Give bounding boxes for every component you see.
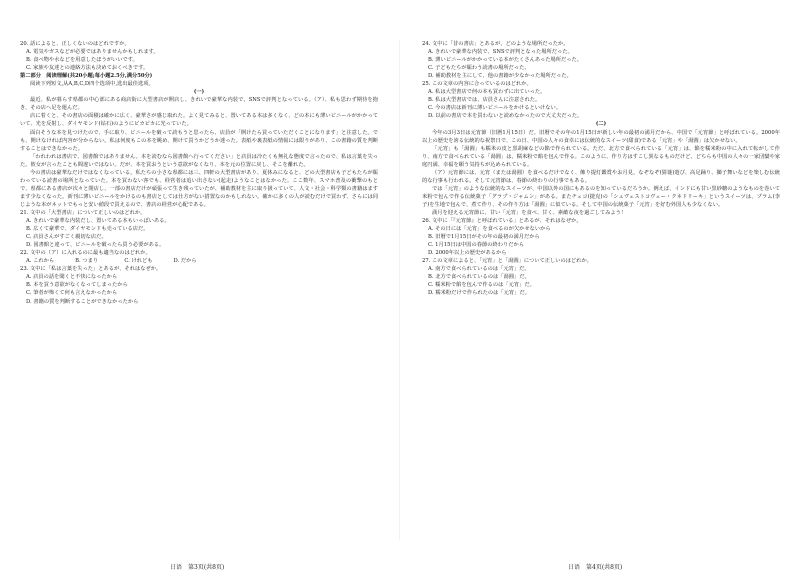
paragraph: （ア）元宵節には、元宵（または湯圓）を食べるだけでなく、飾り提灯鑑賞やお月見、なぞなぞ(猜谜)遊び、高足踊り、獅子舞いなどを楽しむ伝統的な行事も行われる。そして元宵節は、春節の終わりの行事でもある。 — [422, 169, 780, 184]
question-text: 21. 文中の「大型書店」について正しいのはどれか。 — [20, 209, 146, 216]
answer-option: B. 北方で食べられているのは「湯圓」だ。 — [428, 274, 530, 281]
answer-option: B. 薄いビニールがかかっている本がたくさんあった場所だった。 — [428, 57, 583, 64]
question-text: 22. 文中の（ア）に入れるのに最も適当なのはどれか。 — [20, 250, 151, 257]
right-page-footer: 日语 第4页(共8页) — [568, 564, 623, 571]
answer-option: A. きれいで豪華な内装だし、置いてある本もいっぱいある。 — [26, 218, 170, 225]
paragraph: 「元宵」も「湯圓」も糯米の皮と黒胡麻などの餡で作られている。ただ、北方で食べられている「元宵」は、餡を糯米粉の中に入れて転がして作り、南方で食べられている「湯圓」は、糯米粉で餡を包んで作る。このように、作り方はすこし異なるものだけど、どちらも中国の人々の一家団欒や家庭円満、幸福を願う気持ちが込められている。 — [422, 145, 780, 168]
answer-option: A. 私は大型書店で何の本も買わずに出ていった。 — [428, 89, 546, 96]
answer-option: D. 図書館と違って、ビニールを破ったら買う必要がある。 — [26, 242, 165, 249]
answer-option: C. 筆者が怖くて何も言えなかったから — [26, 290, 118, 297]
part-heading: 第二部分 阅读理解(共20小题;每小题2.5分,满分50分) — [20, 73, 153, 80]
question-text: 27. この文章によると、「元宵」と「湯圓」について正しいのはどれか。 — [422, 258, 593, 265]
answer-option: B. 広くて豪華で、ダイヤモンドも売っている店だ。 — [26, 226, 149, 233]
left-page — [20, 40, 378, 550]
question-text: 26. 文中に「『元宵節』と呼ばれている」とあるが、それはなぜか。 — [422, 218, 582, 225]
answer-option: C. 家族や友達との連絡方法も決めておくべきです。 — [26, 65, 149, 72]
answer-option: B. 旧暦で1月15日がその年の最初の満月だから — [428, 234, 540, 241]
answer-option: B. 私は大型書店では、店員さんに注意された。 — [428, 97, 541, 104]
paragraph: 面白そうな本を見つけたので、手に取り、ビニールを破って読もうと思ったら、店員が「開けたら買っていただくことになります」と注意した。でも、開けなければ内容が分からない。私は何度もこの本を眺め、開けて買うかどうか迷った。表紙や裏表紙の情報には限りがあり、この書籍の質を判断することはできなかった。 — [20, 129, 378, 152]
paragraph: 今年の3月3日は元宵節（旧暦1月15日）だ。旧暦でその年の1月15日が新しい年の最初の満月だから、中国で「元宵節」と呼ばれている。2000年以上の歴史を誇る伝統的な祝祭日で、この日、中国の人々の食卓には伝統的なスイーツ(甜食)である「元宵」や「湯圓」は欠かせない。 — [422, 129, 780, 144]
section-heading: (一) — [193, 89, 205, 96]
answer-option: A. その日には「元宵」を食べるのが欠かせないから — [428, 226, 551, 233]
answer-option: D. 書籍の質を判断することができなかったから — [26, 298, 139, 305]
section-heading: (二) — [595, 121, 607, 128]
answer-option: C. 店員さんがすごく親切な店だ。 — [26, 234, 107, 241]
answer-option: A. 電気やガスなどが必要ではありませんかもしれます。 — [26, 49, 159, 56]
answer-option: A. 南方で食べられているのは「元宵」だ。 — [428, 266, 530, 273]
answer-option: C. 糯米粉で餡を包んで作るのは「元宵」だ。 — [428, 282, 535, 289]
answer-option: C. 1月15日は中国の春節の終わりだから — [428, 242, 524, 249]
paragraph: 満月を迎える元宵節に、甘い「元宵」を食べ、甘く、素敵な夜を過ごしてみよう！ — [432, 209, 627, 216]
answer-option: A. 店員の話を聞くと不快になったから — [26, 274, 118, 281]
question-text: 20. 話によると、正しくないのはどれですか。 — [20, 41, 130, 47]
answer-option: C. 子どもたちが賑わう読書の場所だった。 — [428, 65, 530, 72]
answer-option: C. 今の書店は新刊に薄いビニールをかけるといけない。 — [428, 105, 562, 112]
answer-option: B. 本を買う意欲がなくなってしまったから — [26, 282, 128, 289]
answer-option: D. 以前の書店で本を買わないと読めなかったので大丈夫だった。 — [428, 113, 583, 120]
paragraph: では「元宵」のような伝統的なスイーツが、中国以外の国にもあるのを知っているだろうか。例えば、インドにも甘い黒砂糖のようなものを巻いて米粉で包んで作る伝統菓子「グラブ・ジャムン」がある。またチェコ(捷克)の「シュヴェストコヴェー・クネドリーキ」というスイーツは、プラム(李子)を生地で包んで、煮て作り、その作り方は「湯圓」に似ている。そして中国の伝統菓子「元宵」を好む外国人も少なくない。 — [422, 185, 780, 208]
page-divider — [399, 40, 400, 540]
answer-option: D. 補助教材を主にして、他の書籍が少なかった場所だった。 — [428, 73, 572, 80]
paragraph: 「われわれは書店で、図書館ではありません。本を読むなら図書館へ行ってください」と店員は冷たくも無礼な態度で言ったので、私は言葉を失った。彼女が言ったことも間違いではない。だが、本を買おうという意欲がなくなり、本を元の位置に戻し、そこを離れた。 — [20, 153, 378, 168]
paragraph: 阅读下列短文,从A,B,C,D四个选项中,选出最佳选项。 — [30, 81, 154, 88]
question-text: 25. この文章の内容に合っているのはどれか。 — [422, 81, 532, 88]
question-text: 23. 文中に「私は言葉を失った」とあるが、それはなぜか。 — [20, 266, 162, 273]
right-page — [422, 40, 780, 550]
answer-option: A. きれいで豪華な内装で、SNSで評判となった場所だった。 — [428, 49, 573, 56]
answer-option: D. 2000年以上の歴史があるから — [428, 250, 507, 257]
paragraph: 今の書店は豪華なだけではなくなっている。私たちの小さな県都には三、四軒の大型書店があり、夏休みになると、どの大型書店も子どもたちが賑わっている読書の場所となっていた。本を買わない客でも、経営者は追い出さない(起走)ようなことはなかった。ここ数年、スマホ普及の衝撃のもとで、県都にある書店が次々と閉店し、一部の書店だけが頑張って生き残っていたが、補助教材を主に取り扱っていて、人文・社会・科学類の書籍はますます少なくなった。新刊に薄いビニールをかけるのも書店としては仕方がない措置なのかもしれない。確かに多くの人が読むだけで買わず、さらには同じような本がネットでもっと安い値段で買えるので、書店の経営が心配である。 — [20, 169, 378, 208]
left-page-footer: 日语 第3页(共8页) — [170, 564, 225, 571]
answer-option: D. 糯米粉だけで作られたのは「元宵」だ。 — [428, 290, 530, 297]
paragraph: 最近、私が暮らす県都の中心部にある商店街に大型書店が開店し、きれいで豪華な内装で、SNSで評判となっている。（ア）、私も思わず期待を抱き、その店へ足を運んだ。 — [20, 97, 378, 112]
answer-option: A. これから B. つまり C. けれども D. だから — [26, 258, 197, 265]
paragraph: 店に着くと、その書店の面積は確かに広く、豪華さが感じ取れた。よく見てみると、置いてある本は多くなく、どの本にも薄いビニールがかかっていて、光を反射し、ダイヤモンド(钻石)のようにピカピカに光っていた。 — [20, 113, 378, 128]
answer-option: B. 食べ物や水などを用意したほうがいいです。 — [26, 57, 138, 64]
question-text: 24. 文中に「昔の書店」とあるが、どのような場所だったか。 — [422, 41, 569, 47]
